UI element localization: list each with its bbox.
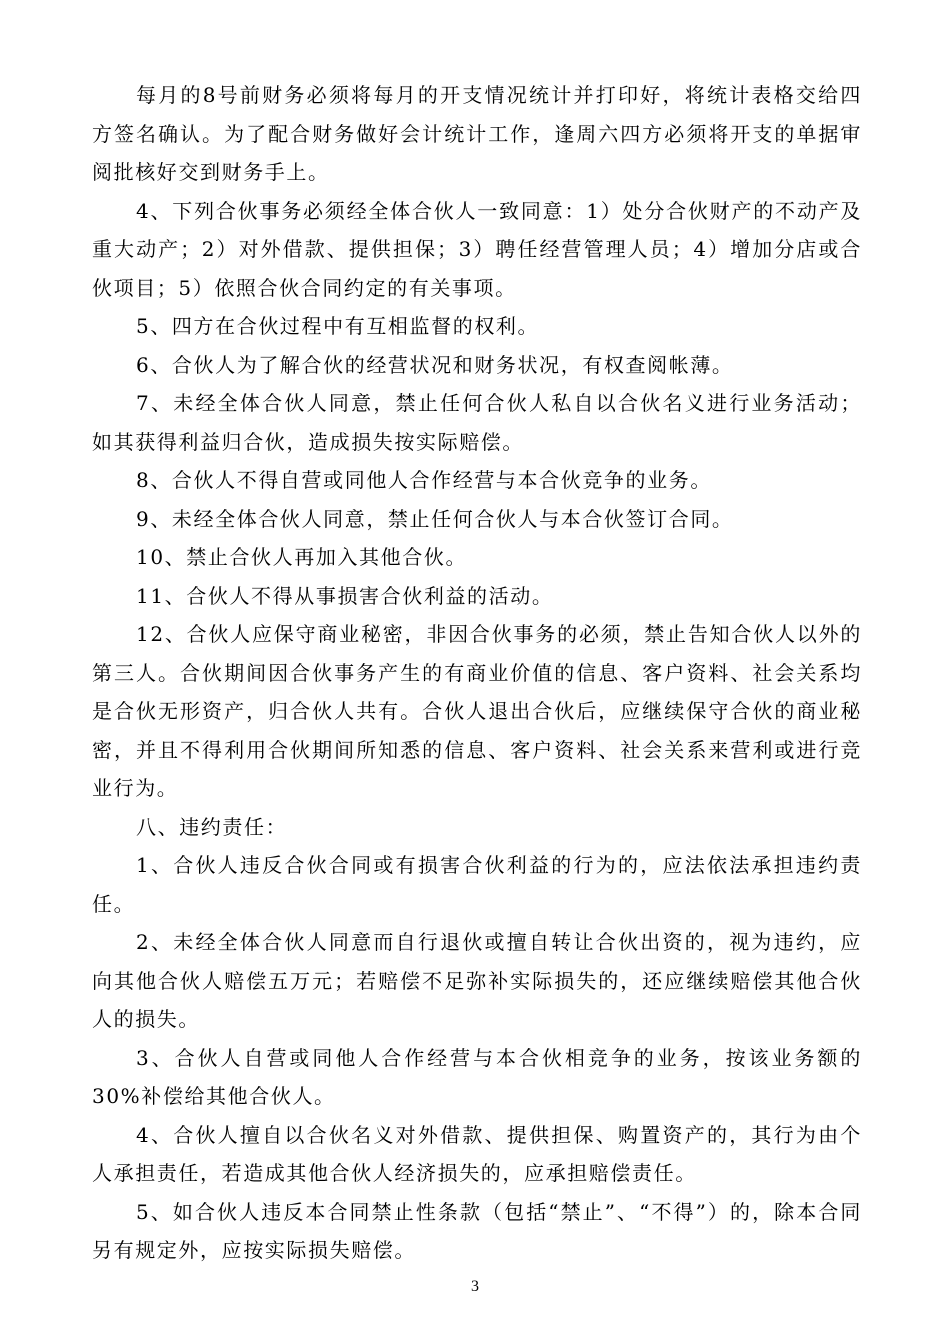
document-body bbox=[92, 76, 862, 1270]
paragraph-clause-9-no-contract: 9、未经全体合伙人同意，禁止任何合伙人与本合伙签订合同。 bbox=[136, 506, 734, 531]
paragraph-breach-1: 1、合伙人违反合伙合同或有损害合伙利益的行为的，应法依法承担违约责任。 bbox=[92, 853, 862, 916]
paragraph-breach-3: 3、合伙人自营或同他人合作经营与本合伙相竞争的业务，按该业务额的30%补偿给其他合伙人。 bbox=[92, 1045, 862, 1108]
paragraph-breach-2: 2、未经全体合伙人同意而自行退伙或擅自转让合伙出资的，视为违约，应向其他合伙人赔偿五万元；若赔偿不足弥补实际损失的，还应继续赔偿其他合伙人的损失。 bbox=[92, 930, 862, 1031]
section-heading-breach-liability: 八、违约责任： bbox=[136, 814, 288, 839]
paragraph-clause-11-no-harm: 11、合伙人不得从事损害合伙利益的活动。 bbox=[136, 583, 554, 608]
page-number: 3 bbox=[471, 1278, 479, 1295]
paragraph-clause-6-inspect-books: 6、合伙人为了解合伙的经营状况和财务状况，有权查阅帐薄。 bbox=[136, 352, 734, 377]
paragraph-clause-8-no-competition: 8、合伙人不得自营或同他人合作经营与本合伙竞争的业务。 bbox=[136, 468, 712, 492]
paragraph-statement-signing: 每月的8号前财务必须将每月的开支情况统计并打印好，将统计表格交给四方签名确认。为了配合财务做好会计统计工作，逢周六四方必须将开支的单据审阅批核好交到财务手上。 bbox=[92, 83, 862, 184]
paragraph-breach-5: 5、如合伙人违反本合同禁止性条款（包括“禁止”、“不得”）的，除本合同另有规定外，应按实际损失赔偿。 bbox=[92, 1199, 862, 1262]
paragraph-clause-10-no-other-partnership: 10、禁止合伙人再加入其他合伙。 bbox=[136, 545, 468, 569]
paragraph-clause-12-confidentiality: 12、合伙人应保守商业秘密，非因合伙事务的必须，禁止告知合伙人以外的第三人。合伙期间因合伙事务产生的有商业价值的信息、客户资料、社会关系均是合伙无形资产，归合伙人共有。合伙人退出合伙后，应继续保守合伙的商业秘密，并且不得利用合伙期间所知悉的信息、客户资料、社会关系来营利或进行竞业行为。 bbox=[92, 622, 862, 800]
paragraph-clause-5-mutual-supervision: 5、四方在合伙过程中有互相监督的权利。 bbox=[136, 314, 540, 338]
paragraph-clause-4-unanimous-consent: 4、下列合伙事务必须经全体合伙人一致同意：1）处分合伙财产的不动产及重大动产；2）对外借款、提供担保；3）聘任经营管理人员；4）增加分店或合伙项目；5）依照合伙合同约定的有关事项。 bbox=[92, 198, 862, 300]
paragraph-clause-7-unauthorized-activity: 7、未经全体合伙人同意，禁止任何合伙人私自以合伙名义进行业务活动；如其获得利益归合伙，造成损失按实际赔偿。 bbox=[92, 391, 862, 454]
paragraph-breach-4: 4、合伙人擅自以合伙名义对外借款、提供担保、购置资产的，其行为由个人承担责任，若造成其他合伙人经济损失的，应承担赔偿责任。 bbox=[92, 1122, 862, 1185]
